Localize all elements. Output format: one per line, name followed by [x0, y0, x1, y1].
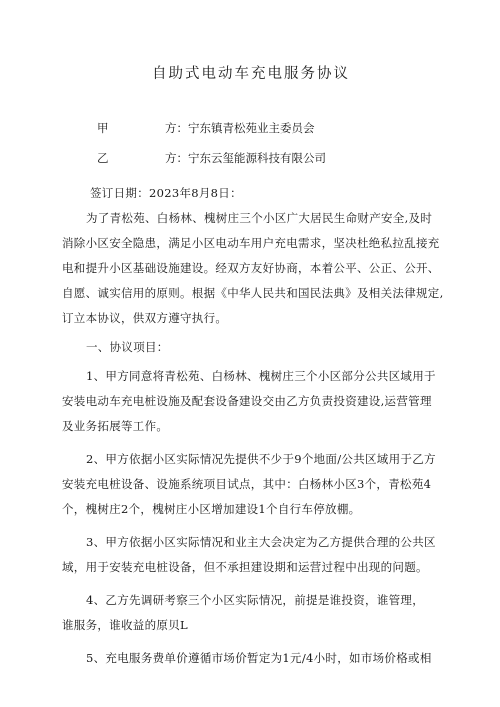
party-a-value: 方：宁东镇青松苑业主委员会	[165, 121, 315, 135]
party-a-row	[62, 121, 440, 135]
party-a-label: 甲	[97, 121, 109, 135]
item-line: 安装电动车充电桩设施及配套设备建设交由乙方负责投资建设,运营管理	[62, 394, 432, 408]
item-line: 及业务拓展等工作。	[62, 419, 169, 433]
party-b-value: 方：宁东云玺能源科技有限公司	[165, 151, 326, 165]
item-2	[62, 447, 440, 522]
intro-line: 电和提升小区基础设施建设。经双方友好协商，本着公平、公正、公开、	[62, 261, 440, 275]
item-line: 5、充电服务费单价遵循市场价暂定为1元/4小时，如市场价格或相	[86, 651, 432, 665]
intro-line: 为了青松苑、白杨林、槐树庄三个小区广大居民生命财产安全,及时	[86, 211, 433, 225]
item-4	[62, 588, 440, 638]
intro-paragraph	[62, 206, 444, 331]
item-line: 谁服务，谁收益的原贝L	[62, 618, 188, 632]
document-title: 自助式电动车充电服务协议	[152, 66, 350, 82]
item-line: 2、甲方依据小区实际情况先提供不少于9个地面/公共区域用于乙方	[86, 452, 436, 466]
item-3	[62, 530, 440, 580]
sign-date: 签订日期：2023年8月8日：	[90, 186, 242, 200]
section-heading: 一、协议项目：	[86, 340, 169, 354]
intro-line: 消除小区安全隐患，满足小区电动车用户充电需求，坚决杜绝私拉乱接充	[62, 236, 440, 250]
party-b-label: 乙	[97, 151, 109, 165]
item-line: 安装充电桩设备、设施系统项目试点，其中：白杨林小区3个，青松苑4	[62, 477, 432, 491]
intro-line: 自愿、诚实信用的原则。根据《中华人民共和国民法典》及相关法律规定,	[62, 286, 444, 300]
party-b-row	[62, 151, 440, 165]
item-line: 4、乙方先调研考察三个小区实际情况，前提是谁投资，谁管理，	[86, 593, 425, 607]
item-line: 个，槐树庄2个，槐树庄小区增加建设1个自行车停放棚。	[62, 502, 361, 516]
intro-line: 订立本协议，供双方遵守执行。	[62, 311, 228, 325]
item-line: 域，用于安装充电桩设备，但不承担建设期和运营过程中出现的问题。	[62, 560, 428, 574]
item-5	[62, 646, 440, 671]
item-1	[62, 364, 440, 439]
item-line: 1、甲方同意将青松苑、白杨林、槐树庄三个小区部分公共区域用于	[86, 369, 436, 383]
item-line: 3、甲方依据小区实际情况和业主大会决定为乙方提供合理的公共区	[86, 535, 436, 549]
